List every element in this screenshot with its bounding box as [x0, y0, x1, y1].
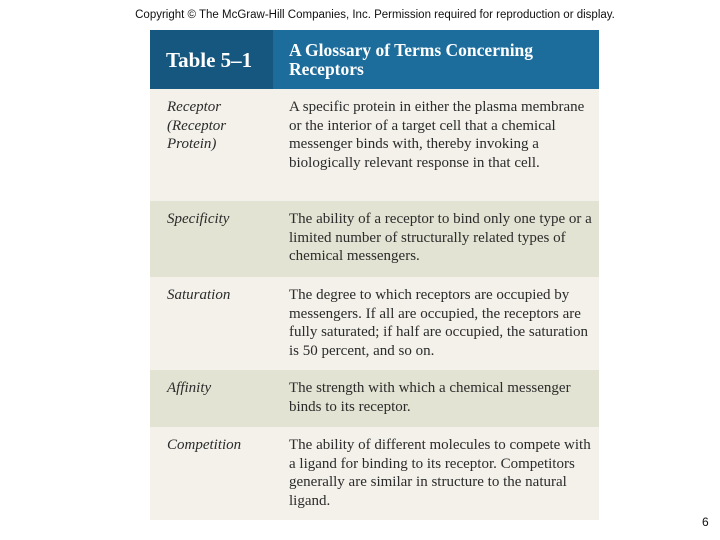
table-row-specificity [150, 201, 599, 277]
term: Saturation [167, 287, 231, 303]
table-row-saturation [150, 277, 599, 370]
term: Affinity [167, 380, 212, 396]
term: Receptor (Receptor Protein) [167, 99, 227, 153]
table-number-cell [150, 30, 273, 89]
table-row-receptor [150, 89, 599, 201]
table-row-competition [150, 427, 599, 520]
definition: The ability of a receptor to bind only one type or a limited number of structurally related types of chemical messengers. [289, 211, 592, 265]
definition: The strength with which a chemical messenger binds to its receptor. [289, 380, 571, 415]
table-title: A Glossary of Terms Concerning Receptors [289, 40, 534, 79]
definition: The ability of different molecules to compete with a ligand for binding to its receptor. Competitors generally are similar in structure to the natural ligand. [289, 437, 591, 510]
glossary-table [150, 30, 599, 520]
definition: The degree to which receptors are occupied by messengers. If all are occupied, the receptors are fully saturated; if half are occupied, the saturation is 50 percent, and so on. [289, 287, 589, 360]
copyright-notice: Copyright © The McGraw-Hill Companies, Inc. Permission required for reproduction or display. [135, 9, 615, 21]
term: Specificity [167, 211, 230, 227]
definition: A specific protein in either the plasma membrane or the interior of a target cell that a chemical messenger binds with, thereby invoking a biologically relevant response in that cell. [289, 99, 585, 172]
page-number: 6 [702, 515, 709, 529]
term: Competition [167, 437, 242, 453]
table-header [150, 30, 599, 89]
table-row-affinity [150, 370, 599, 427]
table-number: Table 5–1 [166, 48, 253, 72]
